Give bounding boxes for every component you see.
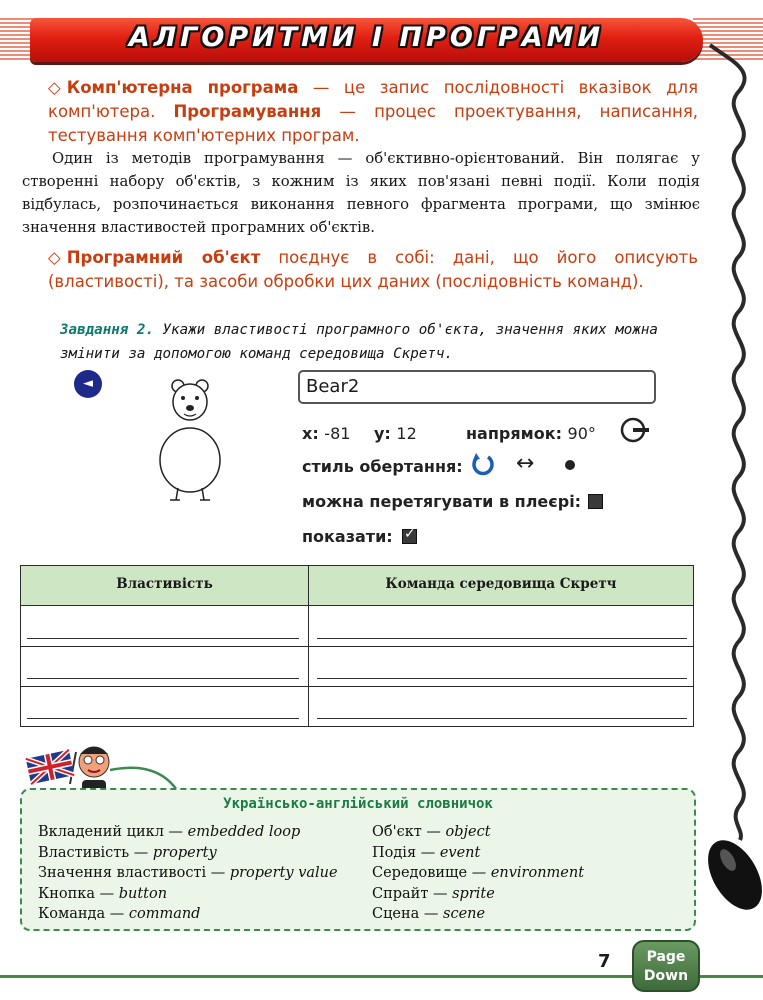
draggable-label: можна перетягувати в плеєрі:: [302, 492, 582, 511]
y-coordinate: y: 12: [374, 424, 417, 443]
rotation-style-label: стиль обертання:: [302, 457, 463, 476]
dictionary-title: Українсько-англійський словничок: [223, 796, 493, 812]
page-number: 7: [598, 951, 611, 972]
left-right-icon[interactable]: ↔: [516, 451, 535, 476]
task-label: Завдання 2.: [60, 322, 154, 338]
show-label: показати:: [302, 527, 393, 546]
header-banner: [30, 18, 703, 62]
direction: напрямок: 90°: [466, 424, 596, 443]
mouse-cable-decoration: [700, 40, 763, 920]
definition-computer-program: [48, 76, 698, 148]
footer-line: [700, 975, 763, 978]
column-header-command: Команда середовища Скретч: [385, 576, 617, 592]
dictionary-entry: Властивість — property: [38, 844, 217, 861]
dictionary-entry: Значення властивості — property value: [38, 865, 338, 881]
diamond-bullet-icon: ◇: [48, 78, 61, 97]
task-text: Укажи властивості програмного об'єкта, значення яких можна змінити за допомогою команд середовища Скретч.: [60, 322, 658, 362]
definition-text-2: — процес проектування, написання, тестування комп'ютерних програм.: [48, 102, 698, 145]
page-header: [0, 8, 763, 68]
direction-dial-icon[interactable]: [620, 415, 650, 445]
answer-line[interactable]: [27, 638, 299, 639]
dictionary-entry: Подія — event: [372, 844, 481, 861]
x-coordinate: x: -81: [302, 424, 351, 443]
footer-line: [0, 975, 632, 978]
dictionary-left-column: [38, 822, 338, 925]
dictionary-box: [20, 788, 696, 931]
dictionary-entry: Об'єкт — object: [372, 824, 491, 840]
properties-table: [20, 565, 694, 727]
column-header-property: Властивість: [116, 576, 213, 592]
rotate-all-around-icon[interactable]: [470, 452, 496, 478]
dictionary-entry: Команда — command: [38, 906, 201, 922]
dictionary-right-column: [372, 822, 584, 925]
dictionary-entry: Середовище — environment: [372, 865, 585, 881]
answer-line[interactable]: [317, 678, 687, 679]
direction-value: 90°: [567, 424, 596, 443]
answer-line[interactable]: [27, 718, 299, 719]
show-checkbox[interactable]: [402, 529, 417, 544]
diamond-bullet-icon: ◇: [48, 248, 61, 267]
oop-paragraph: Один із методів програмування — об'єктивно-орієнтований. Він полягає у створенні набору об'єктів, з кожним із яких пов'язані певні події. Коли подія відбулась, розпочинається виконання певного фрагмента програми, що змінює значення властивостей програмних об'єктів.: [22, 150, 700, 236]
bear-sprite-image: [150, 378, 230, 503]
draggable-checkbox[interactable]: [588, 494, 603, 509]
term-computer-program: Комп'ютерна програма: [66, 78, 299, 97]
definition-text-1: — це запис послідовності вказівок для комп'ютера.: [48, 78, 698, 121]
term-program-object: Програмний об'єкт: [66, 248, 261, 267]
answer-line[interactable]: [317, 718, 687, 719]
dictionary-entry: Сцена — scene: [372, 906, 486, 922]
y-value: 12: [396, 424, 417, 443]
sprite-name-field[interactable]: Bear2: [298, 370, 656, 404]
page-down-button[interactable]: Page Down: [632, 940, 700, 992]
back-arrow-icon[interactable]: ◄: [74, 370, 102, 398]
term-programming: Програмування: [173, 102, 322, 121]
dictionary-entry: Спрайт — sprite: [372, 885, 495, 902]
dont-rotate-icon[interactable]: [565, 460, 575, 470]
definition-program-object: [48, 246, 698, 294]
answer-line[interactable]: [27, 678, 299, 679]
dictionary-entry: Вкладений цикл — embedded loop: [38, 824, 301, 840]
task-2: [60, 318, 700, 366]
page-title: АЛГОРИТМИ І ПРОГРАМИ: [128, 22, 605, 53]
x-value: -81: [324, 424, 351, 443]
definition-text-3: поєднує в собі: дані, що його описують (властивості), та засоби обробки цих даних (послідовність команд).: [48, 248, 698, 291]
dictionary-entry: Кнопка — button: [38, 885, 168, 902]
answer-line[interactable]: [317, 638, 687, 639]
